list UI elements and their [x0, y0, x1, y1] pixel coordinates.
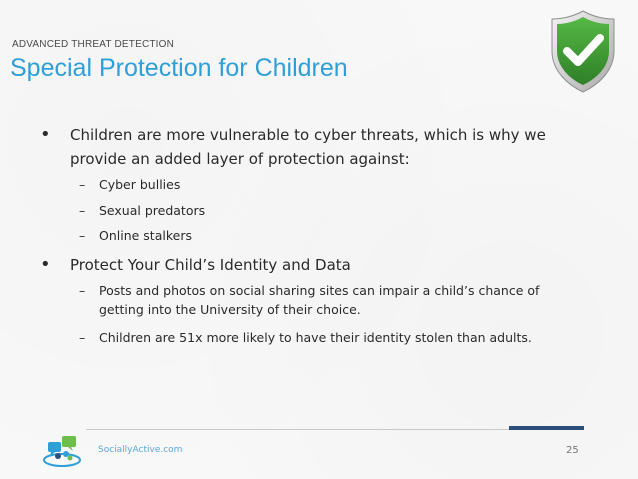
- section-kicker: ADVANCED THREAT DETECTION: [12, 39, 175, 50]
- footer-site-link[interactable]: SociallyActive.com: [98, 445, 183, 455]
- slide: ADVANCED THREAT DETECTION Special Protection for Children • Children are more vulnerable to cyber threats, which is why we provide an added layer of protection against: – Cyber bullies – Sexual predators – Online stalkers • Protect Your Child’s Identity and Data – Posts and photos on social sharing sites can impair a child’s chance of getting into the University of their choice. – Children are 51x more likely to have their identity stolen than adults. SociallyActive.com 25: [0, 0, 638, 479]
- bullet-text: Children are more vulnerable to cyber threats, which is why we provide an added layer of protection against:: [70, 126, 546, 168]
- sub-bullet-text: Cyber bullies: [99, 177, 181, 192]
- bullet-dot: •: [40, 124, 51, 145]
- sub-bullet-text: Online stalkers: [99, 228, 192, 243]
- footer-accent-bar: [509, 426, 584, 430]
- sub-bullet-text: Sexual predators: [99, 203, 206, 218]
- sub-bullet-text: Children are 51x more likely to have their identity stolen than adults.: [99, 330, 532, 345]
- speech-bubbles-logo: [40, 432, 84, 470]
- bullet-dot: •: [40, 254, 51, 275]
- sub-bullet-text: Posts and photos on social sharing sites can impair a child’s chance of getting into the University of their choice.: [99, 283, 540, 317]
- page-number: 25: [566, 445, 579, 456]
- shield-check-icon: [548, 7, 618, 95]
- slide-title: Special Protection for Children: [10, 54, 348, 82]
- bullet-text: Protect Your Child’s Identity and Data: [70, 256, 351, 274]
